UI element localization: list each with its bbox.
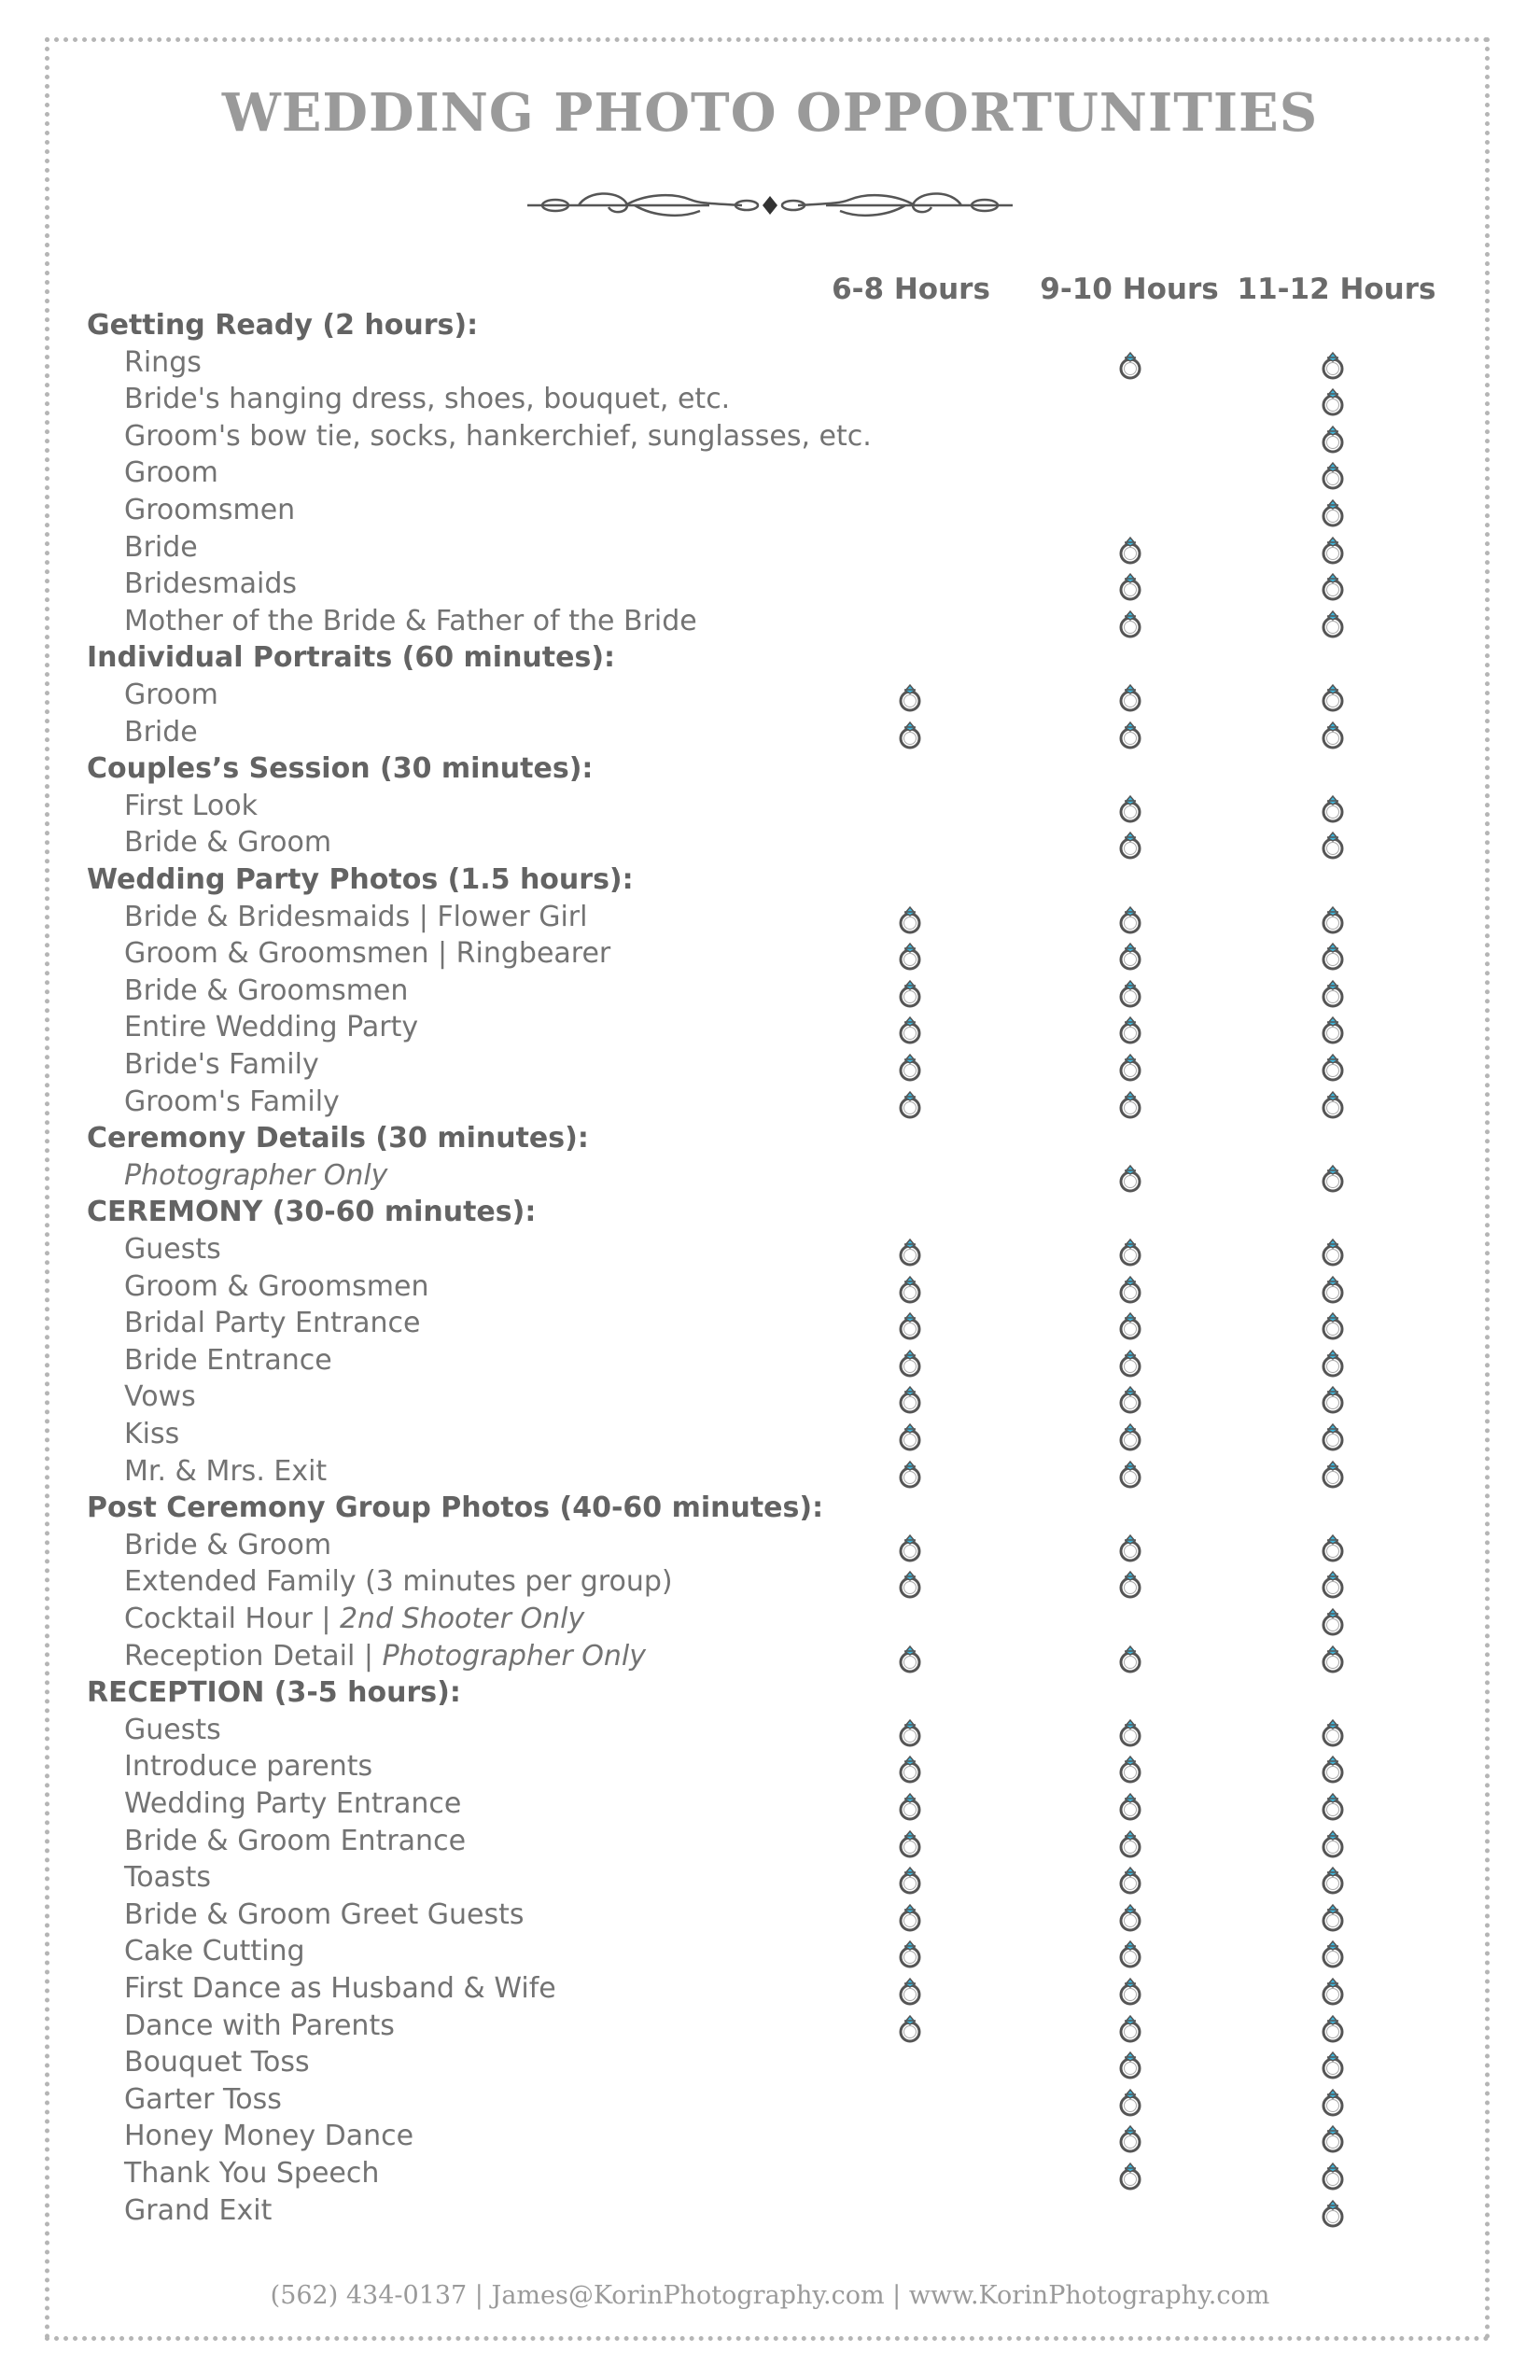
diamond-ring-icon [896, 1049, 924, 1083]
diamond-ring-icon [1319, 1456, 1347, 1490]
list-item [0, 1416, 1540, 1453]
diamond-ring-icon [896, 1566, 924, 1600]
diamond-ring-icon [896, 1973, 924, 2007]
diamond-ring-icon [1116, 2010, 1144, 2044]
diamond-ring-icon [1319, 2158, 1347, 2191]
list-item [0, 788, 1540, 825]
list-item [0, 935, 1540, 973]
item-label [124, 1748, 372, 1785]
diamond-ring-icon [1319, 1049, 1347, 1083]
diamond-ring-icon [1319, 791, 1347, 824]
diamond-ring-icon [1116, 1160, 1144, 1194]
list-item [0, 1970, 1540, 2008]
list-item [0, 1823, 1540, 1860]
item-text: Groom [124, 456, 218, 490]
item-text: Getting Ready (2 hours): [87, 309, 479, 342]
item-label [124, 2118, 413, 2155]
diamond-ring-icon [1116, 1862, 1144, 1896]
item-text: Guests [124, 1233, 221, 1266]
diamond-ring-icon [1319, 1973, 1347, 2007]
item-label [124, 1823, 466, 1860]
diamond-ring-icon [1319, 1234, 1347, 1267]
list-item [0, 418, 1540, 455]
item-label [124, 2155, 379, 2192]
section-header-row [0, 1674, 1540, 1712]
section-title [87, 639, 615, 677]
diamond-ring-icon [1319, 1936, 1347, 1969]
item-text: Bride & Groom Greet Guests [124, 1897, 525, 1931]
list-item [0, 2192, 1540, 2230]
item-text: Ceremony Details (30 minutes): [87, 1122, 589, 1155]
item-label [124, 455, 218, 492]
list-item [0, 1712, 1540, 1749]
diamond-ring-icon [1116, 1641, 1144, 1674]
item-text: Bride's Family [124, 1048, 319, 1081]
list-item [0, 824, 1540, 861]
diamond-ring-icon [1116, 1308, 1144, 1341]
item-text: Groomsmen [124, 494, 296, 526]
item-label [124, 1268, 429, 1306]
diamond-ring-icon [896, 1788, 924, 1822]
diamond-ring-icon [1116, 791, 1144, 824]
diamond-ring-icon [896, 902, 924, 935]
diamond-ring-icon [896, 975, 924, 1009]
item-text: Kiss [124, 1418, 180, 1450]
item-text: Bride & Bridesmaids | Flower Girl [124, 900, 588, 933]
diamond-ring-icon [896, 1012, 924, 1045]
item-note: 2nd Shooter Only [339, 1603, 585, 1635]
item-label [124, 935, 610, 973]
column-header-9-10-hours: 9-10 Hours [1040, 273, 1219, 306]
list-item [0, 1379, 1540, 1416]
section-title [87, 1120, 589, 1157]
diamond-ring-icon [1116, 679, 1144, 713]
item-label [124, 1563, 673, 1601]
diamond-ring-icon [1116, 1530, 1144, 1563]
item-text: Bridesmaids [124, 567, 297, 601]
item-label [124, 1785, 461, 1823]
ornamental-divider-icon [523, 185, 1017, 226]
section-title [87, 1490, 823, 1527]
diamond-ring-icon [896, 1530, 924, 1563]
item-text: First Dance as Husband & Wife [124, 1972, 556, 2005]
item-text: Mr. & Mrs. Exit [124, 1454, 328, 1488]
diamond-ring-icon [896, 1086, 924, 1120]
item-label [124, 1601, 584, 1638]
list-item [0, 1933, 1540, 1970]
diamond-ring-icon [896, 1381, 924, 1415]
diamond-ring-icon [1319, 347, 1347, 381]
item-text: Introduce parents [124, 1750, 373, 1784]
list-item [0, 529, 1540, 567]
diamond-ring-icon [1116, 568, 1144, 602]
diamond-ring-icon [1116, 902, 1144, 935]
diamond-ring-icon [1319, 1641, 1347, 1674]
item-label [124, 677, 218, 714]
diamond-ring-icon [1319, 2121, 1347, 2154]
diamond-ring-icon [896, 938, 924, 972]
diamond-ring-icon [1319, 1862, 1347, 1896]
item-text: Bride & Groomsmen [124, 973, 409, 1007]
diamond-ring-icon [1116, 1381, 1144, 1415]
diamond-ring-icon [1319, 1788, 1347, 1822]
item-label [124, 1379, 196, 1416]
item-label [124, 1305, 420, 1342]
diamond-ring-icon [896, 1641, 924, 1674]
item-text: Extended Family (3 minutes per group) [124, 1565, 673, 1599]
item-label [124, 1084, 340, 1121]
list-item [0, 381, 1540, 418]
diamond-ring-icon [1116, 1456, 1144, 1490]
item-note: Photographer Only [124, 1158, 388, 1192]
item-label [124, 1712, 221, 1749]
item-label [124, 1157, 387, 1195]
item-text: Bridal Party Entrance [124, 1307, 421, 1340]
list-item [0, 714, 1540, 751]
item-label [124, 714, 198, 751]
diamond-ring-icon [896, 1234, 924, 1267]
item-label [124, 2044, 310, 2081]
item-text: Honey Money Dance [124, 2120, 414, 2153]
item-text: RECEPTION (3-5 hours): [87, 1676, 461, 1710]
item-text: Bride Entrance [124, 1343, 332, 1377]
list-item [0, 1009, 1540, 1046]
section-title [87, 750, 593, 788]
diamond-ring-icon [1116, 1234, 1144, 1267]
list-item [0, 2118, 1540, 2155]
diamond-ring-icon [1319, 827, 1347, 861]
diamond-ring-icon [896, 1308, 924, 1341]
item-text: Bride & Groom [124, 826, 332, 860]
diamond-ring-icon [1319, 902, 1347, 935]
diamond-ring-icon [1116, 1788, 1144, 1822]
diamond-ring-icon [896, 679, 924, 713]
diamond-ring-icon [896, 1456, 924, 1490]
item-label [124, 1897, 524, 1934]
list-item [0, 1453, 1540, 1491]
item-text: Reception Detail | [124, 1639, 383, 1673]
item-text: Groom [124, 679, 218, 711]
item-text: Individual Portraits (60 minutes): [87, 641, 616, 675]
item-label [124, 418, 872, 455]
diamond-ring-icon [1319, 1826, 1347, 1859]
diamond-ring-icon [1116, 606, 1144, 639]
item-text: Entire Wedding Party [124, 1011, 419, 1044]
diamond-ring-icon [1319, 679, 1347, 713]
diamond-ring-icon [1319, 1715, 1347, 1748]
section-header-row [0, 639, 1540, 677]
diamond-ring-icon [1319, 1271, 1347, 1305]
item-text: Bride's hanging dress, shoes, bouquet, etc. [124, 383, 731, 416]
diamond-ring-icon [1319, 2010, 1347, 2044]
item-text: Garter Toss [124, 2082, 282, 2116]
diamond-ring-icon [1319, 938, 1347, 972]
item-text: Mother of the Bride & Father of the Bride [124, 604, 697, 637]
diamond-ring-icon [896, 1271, 924, 1305]
item-label [124, 529, 198, 567]
item-label [124, 603, 697, 640]
list-item [0, 1084, 1540, 1121]
item-text: Bride [124, 715, 198, 749]
item-text: Groom & Groomsmen | Ringbearer [124, 937, 611, 971]
column-header-11-12-hours: 11-12 Hours [1237, 273, 1436, 306]
section-header-row [0, 1490, 1540, 1527]
list-item [0, 1785, 1540, 1823]
item-label [124, 344, 202, 382]
diamond-ring-icon [896, 1751, 924, 1785]
list-item [0, 1748, 1540, 1785]
diamond-ring-icon [1116, 2121, 1144, 2154]
item-text: Post Ceremony Group Photos (40-60 minutes): [87, 1491, 824, 1525]
item-label [124, 1231, 221, 1268]
column-header-6-8-hours: 6-8 Hours [832, 273, 990, 306]
diamond-ring-icon [1319, 532, 1347, 566]
item-label [124, 973, 408, 1010]
diamond-ring-icon [1116, 1419, 1144, 1452]
item-text: First Look [124, 789, 258, 822]
item-text: Guests [124, 1713, 221, 1746]
diamond-ring-icon [896, 1419, 924, 1452]
diamond-ring-icon [1116, 1936, 1144, 1969]
list-item [0, 677, 1540, 714]
diamond-ring-icon [896, 1899, 924, 1933]
item-label [124, 1453, 327, 1491]
list-item [0, 1046, 1540, 1084]
diamond-ring-icon [1319, 421, 1347, 455]
list-item [0, 1157, 1540, 1195]
diamond-ring-icon [1116, 1566, 1144, 1600]
diamond-ring-icon [1116, 1049, 1144, 1083]
list-item [0, 1268, 1540, 1306]
list-item [0, 492, 1540, 529]
item-text: Toasts [124, 1861, 211, 1895]
item-text: Groom & Groomsmen [124, 1269, 429, 1303]
diamond-ring-icon [1319, 568, 1347, 602]
diamond-ring-icon [896, 1936, 924, 1969]
diamond-ring-icon [1319, 1603, 1347, 1637]
diamond-ring-icon [896, 1862, 924, 1896]
list-item [0, 1342, 1540, 1379]
diamond-ring-icon [1116, 1751, 1144, 1785]
diamond-ring-icon [1319, 1751, 1347, 1785]
list-item [0, 1527, 1540, 1564]
item-label [124, 1416, 179, 1453]
list-item [0, 344, 1540, 382]
diamond-ring-icon [1319, 1419, 1347, 1452]
item-text: CEREMONY (30-60 minutes): [87, 1196, 537, 1229]
item-label [124, 2192, 272, 2230]
item-label [124, 492, 295, 529]
item-text: Grand Exit [124, 2193, 273, 2227]
diamond-ring-icon [896, 717, 924, 750]
diamond-ring-icon [1319, 2084, 1347, 2118]
diamond-ring-icon [1116, 1086, 1144, 1120]
list-item [0, 899, 1540, 936]
diamond-ring-icon [1319, 2047, 1347, 2080]
list-item [0, 603, 1540, 640]
item-text: Bride & Groom Entrance [124, 1824, 467, 1857]
diamond-ring-icon [1116, 1715, 1144, 1748]
list-item [0, 973, 1540, 1010]
item-label [124, 2081, 282, 2119]
list-item [0, 455, 1540, 492]
diamond-ring-icon [1319, 1345, 1347, 1379]
item-text: Dance with Parents [124, 2009, 395, 2042]
diamond-ring-icon [1116, 975, 1144, 1009]
item-text: Wedding Party Photos (1.5 hours): [87, 863, 634, 896]
diamond-ring-icon [896, 1826, 924, 1859]
diamond-ring-icon [896, 2010, 924, 2044]
item-label [124, 1009, 418, 1046]
section-header-row [0, 1120, 1540, 1157]
section-header-row [0, 307, 1540, 344]
diamond-ring-icon [1319, 384, 1347, 417]
diamond-ring-icon [1319, 495, 1347, 528]
diamond-ring-icon [1116, 1826, 1144, 1859]
diamond-ring-icon [1319, 1530, 1347, 1563]
item-label [124, 1527, 331, 1564]
item-label [124, 1859, 211, 1897]
diamond-ring-icon [896, 1715, 924, 1748]
page-title: WEDDING PHOTO OPPORTUNITIES [221, 82, 1319, 144]
item-label [124, 2008, 395, 2045]
diamond-ring-icon [1116, 1899, 1144, 1933]
diamond-ring-icon [1116, 1271, 1144, 1305]
diamond-ring-icon [1116, 2047, 1144, 2080]
item-note: Photographer Only [382, 1639, 646, 1673]
section-title [87, 1194, 536, 1231]
diamond-ring-icon [1319, 457, 1347, 491]
diamond-ring-icon [1116, 938, 1144, 972]
diamond-ring-icon [1319, 1899, 1347, 1933]
diamond-ring-icon [1116, 1012, 1144, 1045]
item-text: Thank You Speech [124, 2157, 380, 2190]
section-title [87, 307, 478, 344]
item-label [124, 566, 297, 603]
section-title [87, 861, 634, 899]
item-text: Wedding Party Entrance [124, 1787, 462, 1820]
item-label [124, 1970, 556, 2008]
diamond-ring-icon [1116, 1345, 1144, 1379]
diamond-ring-icon [1319, 1086, 1347, 1120]
item-text: Groom's Family [124, 1085, 340, 1118]
diamond-ring-icon [1319, 975, 1347, 1009]
diamond-ring-icon [1116, 827, 1144, 861]
diamond-ring-icon [1319, 606, 1347, 639]
list-item [0, 2044, 1540, 2081]
diamond-ring-icon [1319, 1160, 1347, 1194]
section-title [87, 1674, 461, 1712]
list-item [0, 1601, 1540, 1638]
list-item [0, 1859, 1540, 1897]
item-label [124, 381, 730, 418]
list-item [0, 1305, 1540, 1342]
section-header-row [0, 861, 1540, 899]
list-item [0, 1563, 1540, 1601]
item-label [124, 1046, 319, 1084]
diamond-ring-icon [1116, 2158, 1144, 2191]
diamond-ring-icon [1116, 347, 1144, 381]
item-text: Vows [124, 1380, 196, 1414]
list-item [0, 1638, 1540, 1675]
list-item [0, 2081, 1540, 2119]
item-label [124, 1638, 646, 1675]
diamond-ring-icon [896, 1345, 924, 1379]
diamond-ring-icon [1319, 717, 1347, 750]
section-header-row [0, 750, 1540, 788]
item-label [124, 1342, 332, 1379]
item-text: Couples’s Session (30 minutes): [87, 752, 594, 786]
item-text: Cake Cutting [124, 1935, 305, 1968]
diamond-ring-icon [1116, 532, 1144, 566]
item-text: Rings [124, 345, 202, 379]
list-item [0, 566, 1540, 603]
item-label [124, 788, 258, 825]
diamond-ring-icon [1116, 717, 1144, 750]
item-text: Groom's bow tie, socks, hankerchief, sunglasses, etc. [124, 419, 872, 453]
list-item [0, 2155, 1540, 2192]
list-item [0, 2008, 1540, 2045]
diamond-ring-icon [1319, 1566, 1347, 1600]
list-item [0, 1231, 1540, 1268]
item-text: Bride [124, 530, 198, 564]
section-header-row [0, 1194, 1540, 1231]
contact-footer: (562) 434-0137 | James@KorinPhotography.com | www.KorinPhotography.com [270, 2281, 1270, 2310]
diamond-ring-icon [1319, 2195, 1347, 2229]
item-text: Cocktail Hour | [124, 1603, 340, 1635]
item-label [124, 824, 331, 861]
diamond-ring-icon [1319, 1381, 1347, 1415]
item-label [124, 899, 587, 936]
diamond-ring-icon [1116, 2084, 1144, 2118]
diamond-ring-icon [1319, 1308, 1347, 1341]
list-item [0, 1897, 1540, 1934]
item-text: Bride & Groom [124, 1528, 332, 1561]
item-label [124, 1933, 305, 1970]
diamond-ring-icon [1116, 1973, 1144, 2007]
diamond-ring-icon [1319, 1012, 1347, 1045]
item-text: Bouquet Toss [124, 2046, 310, 2079]
